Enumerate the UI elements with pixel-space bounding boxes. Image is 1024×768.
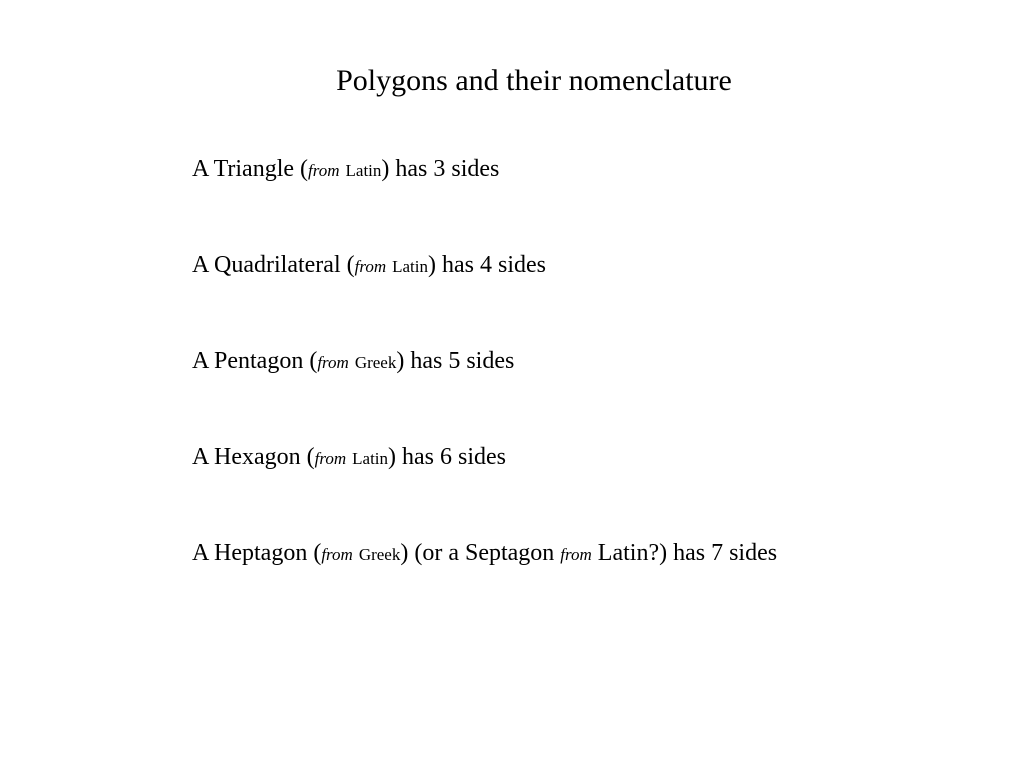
item-text: A Triangle ( xyxy=(192,156,309,182)
from-word-2: from xyxy=(560,545,592,564)
from-word: from xyxy=(354,257,387,276)
item-suffix: ) has 4 sides xyxy=(428,252,546,278)
item-suffix-2: Latin?) has 7 sides xyxy=(591,540,778,566)
list-item-quadrilateral xyxy=(192,249,1012,281)
polygon-list xyxy=(192,153,1012,633)
item-text: A Quadrilateral ( xyxy=(192,252,355,278)
origin-language: Greek xyxy=(354,353,397,372)
slide-title: Polygons and their nomenclature xyxy=(336,64,732,97)
list-item-heptagon xyxy=(192,537,1012,569)
list-item-pentagon xyxy=(192,345,1012,377)
item-suffix: ) (or a Septagon xyxy=(400,540,561,566)
list-item-hexagon xyxy=(192,441,1012,473)
from-word: from xyxy=(321,545,353,564)
origin-language: Greek xyxy=(358,545,401,564)
item-suffix: ) has 5 sides xyxy=(396,348,515,374)
item-text: A Hexagon ( xyxy=(192,444,315,470)
item-text: A Pentagon ( xyxy=(192,348,318,374)
item-suffix: ) has 6 sides xyxy=(388,444,507,470)
item-text: A Heptagon ( xyxy=(192,540,322,566)
item-suffix: ) has 3 sides xyxy=(381,156,500,182)
from-word: from xyxy=(308,161,340,180)
from-word: from xyxy=(314,449,347,468)
from-word: from xyxy=(317,353,349,372)
origin-language: Latin xyxy=(352,449,389,468)
list-item-triangle xyxy=(192,153,1012,185)
origin-language: Latin xyxy=(392,257,428,276)
origin-language: Latin xyxy=(345,161,382,180)
